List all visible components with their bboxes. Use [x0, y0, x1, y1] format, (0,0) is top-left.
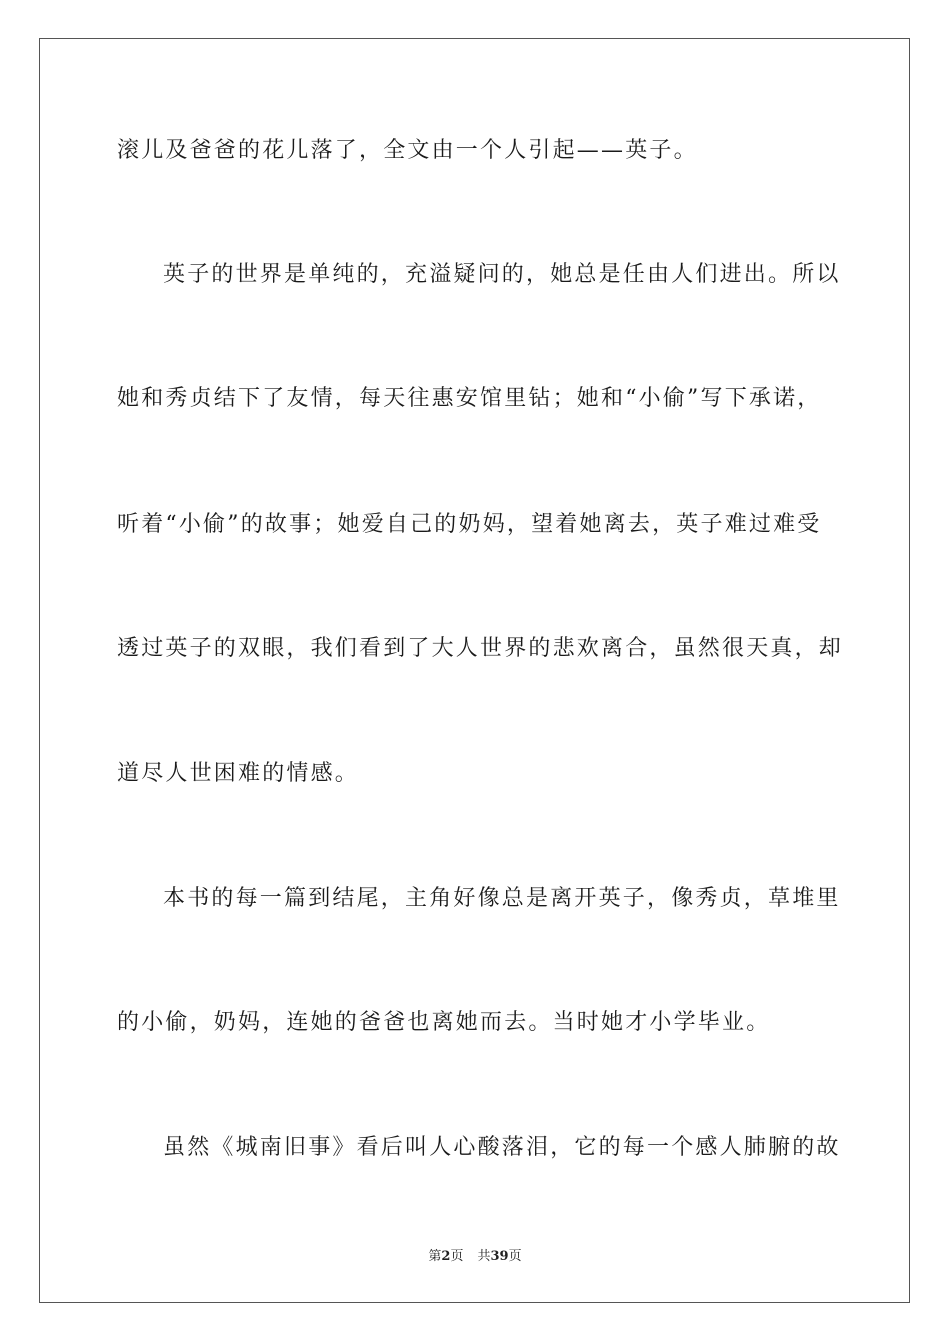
- text-line-2: 英子的世界是单纯的，充溢疑问的，她总是任由人们进出。所以: [163, 262, 841, 287]
- text-line-5: 透过英子的双眼，我们看到了大人世界的悲欢离合，虽然很天真，却: [117, 636, 844, 661]
- page-suffix: 页: [450, 1249, 464, 1264]
- text-line-1: 滚儿及爸爸的花儿落了，全文由一个人引起——英子。: [117, 138, 698, 163]
- page-border: [39, 38, 910, 1303]
- page-footer: [0, 1248, 950, 1266]
- text-line-4: 听着“小偷”的故事；她爱自己的奶妈，望着她离去，英子难过难受: [117, 512, 822, 537]
- total-pages: 39: [490, 1249, 509, 1264]
- total-prefix: 共: [477, 1249, 491, 1264]
- text-line-7: 本书的每一篇到结尾，主角好像总是离开英子，像秀贞，草堆里: [163, 886, 841, 911]
- text-line-6: 道尽人世困难的情感。: [117, 761, 360, 786]
- text-line-8: 的小偷，奶妈，连她的爸爸也离她而去。当时她才小学毕业。: [117, 1010, 771, 1035]
- page-prefix: 第: [428, 1249, 442, 1264]
- total-suffix: 页: [508, 1249, 522, 1264]
- page-number: 2: [441, 1249, 451, 1264]
- text-line-9: 虽然《城南旧事》看后叫人心酸落泪，它的每一个感人肺腑的故: [163, 1135, 841, 1160]
- text-line-3: 她和秀贞结下了友情，每天往惠安馆里钻；她和“小偷”写下承诺，: [117, 386, 822, 411]
